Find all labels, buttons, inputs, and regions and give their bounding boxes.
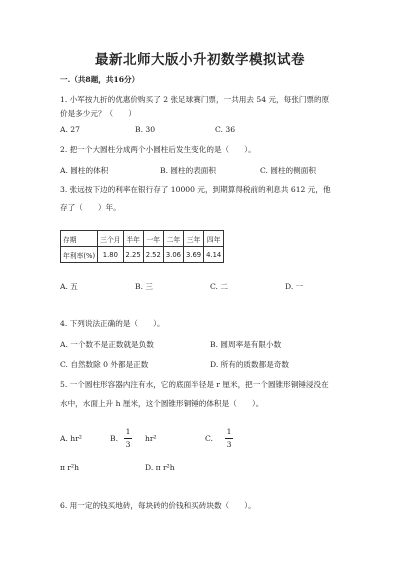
question-4-stem: 4. 下列说法正确的是（ ）。 — [60, 319, 165, 328]
fraction-denominator: 3 — [125, 439, 131, 449]
table-header-cell: 四年 — [204, 231, 224, 247]
question-1-option-b: B. 30 — [135, 125, 156, 134]
question-3-stem-line2: 存了（ ）年。 — [60, 203, 121, 212]
page-title: 最新北师大版小升初数学模拟试卷 — [95, 52, 305, 68]
table-header-cell: 一年 — [143, 231, 163, 247]
question-2-option-b: B. 圆柱的表面积 — [160, 166, 216, 175]
table-cell: 4.14 — [204, 247, 224, 263]
question-4-option-c: C. 自然数除 0 外都是正数 — [60, 360, 149, 369]
question-5-option-a: A. hr² — [60, 434, 82, 443]
table-cell: 2.25 — [123, 247, 143, 263]
question-1-option-c: C. 36 — [215, 125, 236, 134]
section-heading: 一.（共8题，共16分） — [60, 75, 140, 84]
table-header-cell: 三年 — [183, 231, 203, 247]
table-cell: 年利率(%) — [61, 247, 98, 263]
question-1-stem-line1: 1. 小军按九折的优惠价购买了 2 张足球赛门票，一共用去 54 元，每张门票的原 — [60, 95, 330, 104]
table-cell: 1.80 — [98, 247, 123, 263]
fraction-numerator: 1 — [226, 427, 232, 436]
question-2-option-a: A. 圆柱的体积 — [60, 166, 109, 175]
question-1-stem-line2: 价是多少元？（ ） — [60, 109, 136, 118]
question-6-stem: 6. 用一定的钱买地砖，每块砖的价钱和买砖块数（ ）。 — [60, 501, 256, 510]
question-5-option-b-label: B. — [110, 434, 118, 443]
table-header-row — [61, 231, 224, 247]
table-cell: 3.06 — [163, 247, 183, 263]
fraction-one-third — [124, 428, 132, 448]
table-header-cell: 三个月 — [98, 231, 123, 247]
question-2-stem: 2. 把一个大圆柱分成两个小圆柱后发生变化的是（ ）。 — [60, 145, 256, 154]
fraction-one-third — [225, 428, 233, 448]
interest-rate-table — [60, 230, 224, 263]
question-5-option-b-term: hr² — [145, 434, 157, 443]
question-3-stem-line1: 3. 张远按下边的利率在银行存了 10000 元，到期算得税前的利息共 612 元，他 — [60, 185, 331, 194]
question-3-option-c: C. 二 — [210, 282, 228, 291]
table-cell: 3.69 — [183, 247, 203, 263]
question-5-stem-line2: 水中，水面上升 h 厘米，这个圆锥形铜锤的体积是（ ）。 — [60, 399, 264, 408]
fraction-numerator: 1 — [125, 427, 131, 436]
fraction-bar — [225, 438, 233, 439]
question-2-option-c: C. 圆柱的侧面积 — [260, 166, 316, 175]
question-5-stem-line1: 5. 一个圆柱形容器内注有水，它的底面半径是 r 厘米，把一个圆锥形铜锤浸没在 — [60, 380, 329, 389]
question-5-option-d: D. π r²h — [145, 463, 175, 472]
question-3-option-a: A. 五 — [60, 282, 78, 291]
question-4-option-d: D. 所有的质数都是奇数 — [210, 360, 289, 369]
fraction-bar — [124, 438, 132, 439]
table-cell: 2.52 — [143, 247, 163, 263]
question-4-option-b: B. 圆周率是有限小数 — [210, 340, 282, 349]
fraction-denominator: 3 — [226, 439, 232, 449]
question-4-option-a: A. 一个数不是正数就是负数 — [60, 340, 154, 349]
question-3-option-d: D. 一 — [285, 282, 304, 291]
table-row — [61, 247, 224, 263]
question-5-option-c-label: C. — [205, 434, 213, 443]
table-header-cell: 半年 — [123, 231, 143, 247]
question-5-option-c-term: π r²h — [60, 463, 79, 472]
question-1-option-a: A. 27 — [60, 125, 80, 134]
question-3-option-b: B. 三 — [135, 282, 154, 291]
table-header-cell: 存期 — [61, 231, 98, 247]
table-header-cell: 二年 — [163, 231, 183, 247]
